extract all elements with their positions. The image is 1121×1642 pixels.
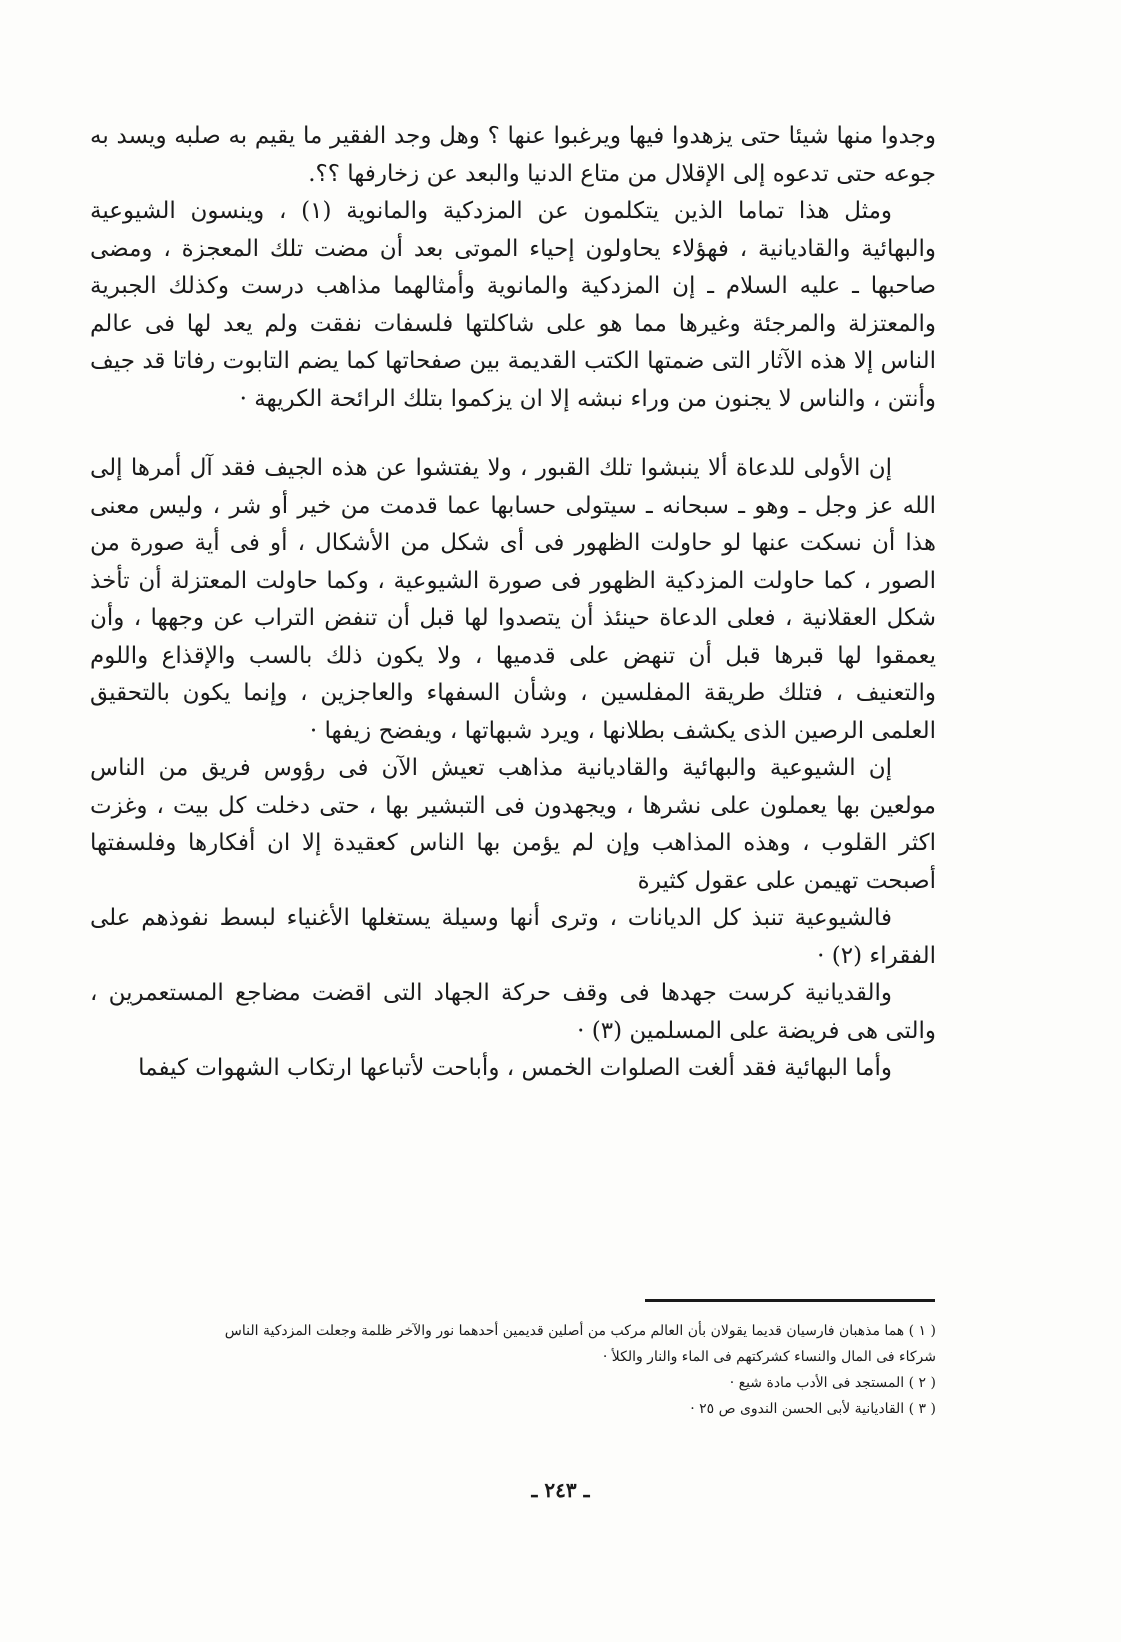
paragraph-duty-of-preachers: إن الأولى للدعاة ألا ينبشوا تلك القبور ، ولا يفتشوا عن هذه الجيف فقد آل أمرها إلى الله عز وجل ـ وهو ـ سبحانه ـ سيتولى حسابها عما قدمت من خير أو شر ، وليس معنى هذا أن نسكت عنها لو حاولت الظهور فى أى شكل من الأشكال ، أو فى أية صورة من الصور ، كما حاولت المزدكية الظهور فى صورة الشيوعية ، وكما حاولت المعتزلة أن تأخذ شكل العقلانية ، فعلى الدعاة حينئذ أن يتصدوا لها قبل أن تنفض التراب عن وجهها ، وأن يعمقوا لها قبرها قبل أن تنهض على قدميها ، ولا يكون ذلك بالسب والإقذاع واللوم والتعنيف ، فتلك طريقة المفلسين ، وشأن السفهاء والعاجزين ، وإنما يكون بالتحقيق العلمى الرصين الذى يكشف بطلانها ، ويرد شبهاتها ، ويفضح زيفها · — [90, 455, 936, 744]
page-number: ـ ٢٤٣ ـ — [531, 1478, 590, 1502]
footnote-3: ( ٣ ) القاديانية لأبى الحسن الندوى ص ٢٥ · — [690, 1401, 936, 1417]
paragraph-mazdakism: ومثل هذا تماما الذين يتكلمون عن المزدكية والمانوية (١) ، وينسون الشيوعية والبهائية والقاديانية ، فهؤلاء يحاولون إحياء الموتى بعد أن مضت تلك المعجزة ، ومضى صاحبها ـ عليه السلام ـ إن المزدكية والمانوية وأمثالهما مذاهب درست وكذلك الجبرية والمعتزلة والمرجئة وغيرها مما هو على شاكلتها فلسفات نفقت ولم يعد لها فى عالم الناس إلا هذه الآثار التى ضمتها الكتب القديمة بين صفحاتها كما يضم التابوت رفاتا قد جيف وأنتن ، والناس لا يجنون من وراء نبشه إلا ان يزكموا بتلك الرائحة الكريهة · — [90, 198, 936, 412]
footnote-1: ( ١ ) هما مذهبان فارسيان قديما يقولان بأن العالم مركب من أصلين قديمين أحدهما نور والآخر ظلمة وجعلت المزدكية الناس شركاء فى المال والنساء كشركتهم فى الماء والنار والكلأ · — [224, 1323, 936, 1365]
paragraph-modern-sects: إن الشيوعية والبهائية والقاديانية مذاهب تعيش الآن فى رؤوس فريق من الناس مولعين بها يعملون على نشرها ، ويجهدون فى التبشير بها ، حتى دخلت كل بيت ، وغزت اكثر القلوب ، وهذه المذاهب وإن لم يؤمن بها الناس كعقيدة إلا ان أفكارها وفلسفتها أصبحت تهيمن على عقول كثيرة — [90, 755, 936, 894]
paragraph-qadianism: والقديانية كرست جهدها فى وقف حركة الجهاد التى اقضت مضاجع المستعمرين ، والتى هى فريضة على المسلمين (٣) · — [90, 980, 936, 1044]
footnote-separator — [645, 1299, 935, 1302]
paragraph-bahaism: وأما البهائية فقد ألغت الصلوات الخمس ، وأباحت لأتباعها ارتكاب الشهوات كيفما — [138, 1055, 892, 1081]
paragraph-continuation: وجدوا منها شيئا حتى يزهدوا فيها ويرغبوا عنها ؟ وهل وجد الفقير ما يقيم به صلبه ويسد به جوعه حتى تدعوه إلى الإقلال من متاع الدنيا والبعد عن زخارفها ؟؟. — [90, 123, 936, 187]
paragraph-gap — [90, 418, 936, 450]
main-text — [90, 118, 936, 1088]
paragraph-communism: فالشيوعية تنبذ كل الديانات ، وترى أنها وسيلة يستغلها الأغنياء لبسط نفوذهم على الفقراء (٢) · — [90, 905, 936, 969]
footnote-2: ( ٢ ) المستجد فى الأدب مادة شيع · — [729, 1375, 936, 1391]
footnotes — [200, 1318, 936, 1422]
